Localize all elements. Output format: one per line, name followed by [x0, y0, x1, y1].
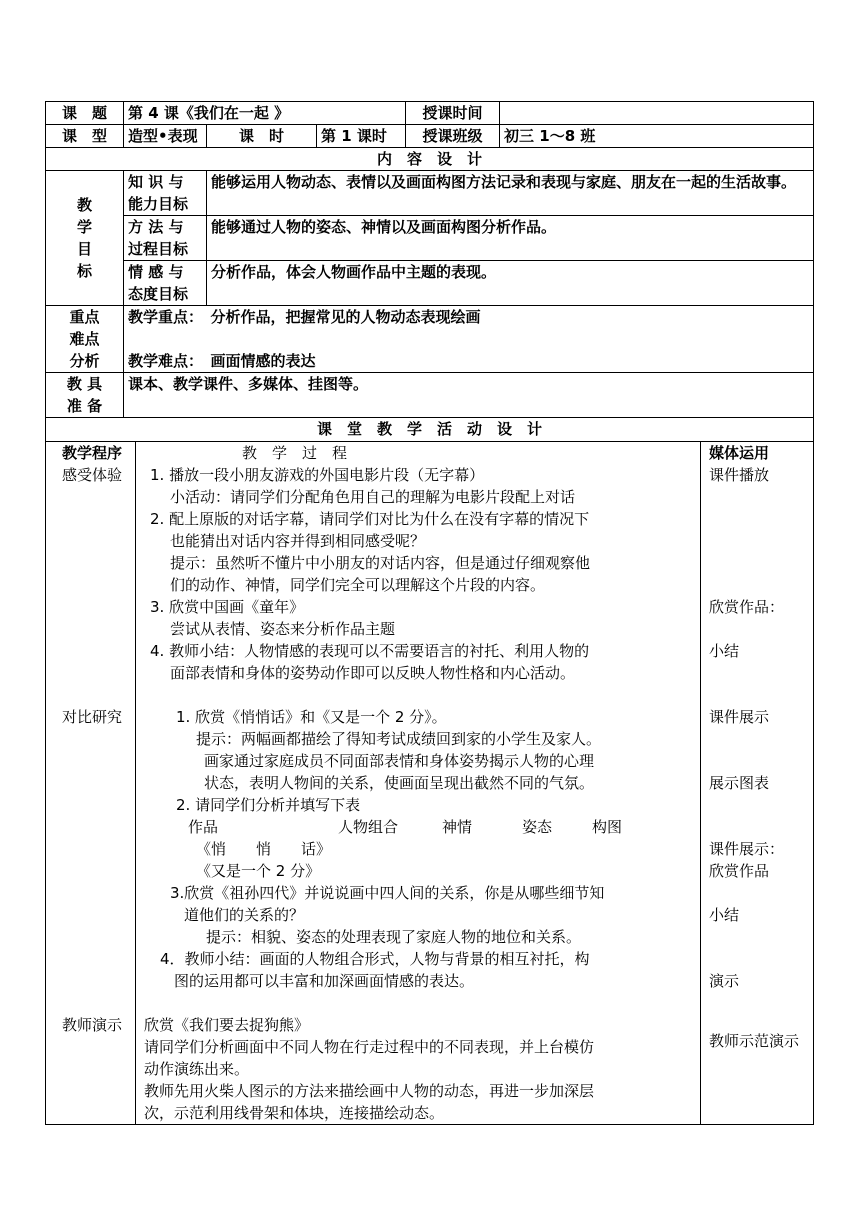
media-header: 媒体运用: [709, 444, 770, 462]
step-compare: 对比研究: [62, 708, 123, 726]
goal-method-text: 能够通过人物的姿态、神情以及画面构图分析作品。: [207, 216, 814, 261]
time-label: 授课时间: [406, 102, 500, 125]
type-label: 课 型: [46, 125, 124, 148]
topic-label: 课 题: [46, 102, 124, 125]
topic-value: 第 4 课《我们在一起 》: [124, 102, 406, 125]
analysis-row-2: 《又是一个 2 分》: [196, 862, 321, 880]
activity-design-heading: 课 堂 教 学 活 动 设 计: [46, 418, 814, 442]
procedure-header: 教学程序: [62, 444, 123, 462]
media-column: 媒体运用 课件播放 欣赏作品： 小结 课件展示 展示图表 课件展示： 欣赏作品 小结 演示 教师示范演示: [701, 442, 814, 1125]
analysis-table-header: 作品 人物组合 神情 姿态 构图: [188, 818, 623, 836]
focus-point: 教学重点： 分析作品，把握常见的人物动态表现绘画: [128, 308, 481, 326]
goal-attitude-text: 分析作品，体会人物画作品中主题的表现。: [207, 261, 814, 306]
procedure-column: [46, 442, 136, 1125]
hours-label: 课 时: [207, 125, 317, 148]
content-design-heading: 内 容 设 计: [46, 148, 814, 171]
key-points-text: [124, 306, 814, 373]
lesson-plan-table: [45, 101, 814, 1125]
type-value: 造型•表现: [124, 125, 207, 148]
goal-attitude-label: 情 感 与 态度目标: [124, 261, 207, 306]
step-demo: 教师演示: [62, 1016, 123, 1034]
goal-knowledge-text: 能够运用人物动态、表情以及画面构图方法记录和表现与家庭、朋友在一起的生活故事。: [207, 171, 814, 216]
hours-value: 第 1 课时: [317, 125, 406, 148]
tools-label: 教 具 准 备: [46, 373, 124, 418]
class-label: 授课班级: [406, 125, 500, 148]
goal-method-label: 方 法 与 过程目标: [124, 216, 207, 261]
step-feel: 感受体验: [62, 466, 123, 484]
process-column: 教 学 过 程 1. 播放一段小朋友游戏的外国电影片段（无字幕） 小活动：请同学们分配角色用自己的理解为电影片段配上对话 2. 配上原版的对话字幕，请同学们对比为什么在没有字幕的情况下 也能猜出对话内容并得到相同感受呢？ 提示：虽然听不懂片中小朋友的对话内容，但是通过仔细观察他 们的动作、神情，同学们完全可以理解这个片段的内容。 3. 欣赏中国画《童年》 尝试从表情、姿态来分析作品主题 4. 教师小结：人物情感的表现可以不需要语言的衬托、利用人物的 面部表情和身体的姿势动作即可以反映人物性格和内心活动。 1. 欣赏《悄悄话》和《又是一个 2 分》。 提示：两幅画都描绘了得知考试成绩回到家的小学生及家人。 画家通过家庭成员不同面部表情和身体姿势揭示人物的心理 状态，表明人物间的关系，使画面呈现出截然不同的气氛。 2. 请同学们分析并填写下表 作品 人物组合 神情 姿态 构图 《悄 悄 话》 《又是一个 2 分》 3.欣赏《祖孙四代》并说说画中四人间的关系，你是从哪些细节知 道他们的关系的？ 提示：相貌、姿态的处理表现了家庭人物的地位和关系。 4．教师小结：画面的人物组合形式，人物与背景的相互衬托，构 图的运用都可以丰富和加深画面情感的表达。 欣赏《我们要去捉狗熊》 请同学们分析画面中不同人物在行走过程中的不同表现，并上台模仿 动作演练出来。 教师先用火柴人图示的方法来描绘画中人物的动态，再进一步加深层 次，示范利用线骨架和体块，连接描绘动态。: [136, 442, 701, 1125]
goal-knowledge-label: 知 识 与 能力目标: [124, 171, 207, 216]
process-header: 教 学 过 程: [242, 444, 348, 462]
key-points-label: 重点 难点 分析: [46, 306, 124, 373]
time-value: [500, 102, 814, 125]
analysis-row-1: 《悄 悄 话》: [196, 840, 332, 858]
goals-label: 教 学 目 标: [46, 171, 124, 306]
class-value: 初三 1～8 班: [500, 125, 814, 148]
difficulty-point: 教学难点： 画面情感的表达: [128, 352, 316, 370]
tools-text: 课本、教学课件、多媒体、挂图等。: [124, 373, 814, 418]
